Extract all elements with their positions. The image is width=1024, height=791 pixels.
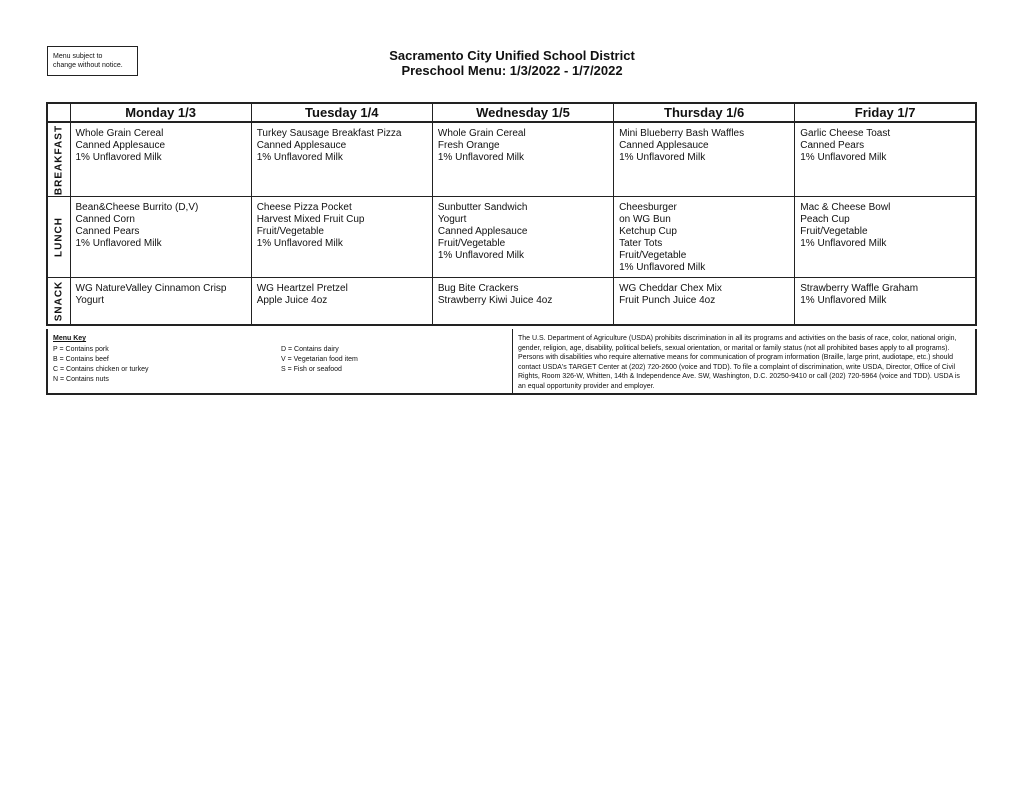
menu-item: Canned Applesauce: [437, 226, 528, 237]
menu-item: WG Heartzel Pretzel: [256, 283, 348, 294]
menu-item: Fruit/Vegetable: [800, 226, 868, 237]
menu-item: 1% Unflavored Milk: [800, 152, 887, 163]
menu-cell: [432, 197, 613, 278]
menu-item: Peach Cup: [800, 214, 850, 225]
menu-item: Strawberry Waffle Graham: [800, 283, 919, 294]
menu-item: 1% Unflavored Milk: [75, 152, 162, 163]
menu-items: [433, 197, 613, 262]
meal-label: LUNCH: [53, 217, 65, 257]
menu-key-entry: N = Contains nuts: [53, 376, 109, 383]
menu-item: on WG Bun: [619, 214, 671, 225]
menu-item: Apple Juice 4oz: [256, 295, 328, 306]
usda-nondiscrimination-statement: The U.S. Department of Agriculture (USDA) prohibits discrimination in all its programs and activities on the basis of race, color, national origin, gender, religion, age, disability, political beliefs, sexual orientation, or marital or family status (not all prohibited bases apply to all programs). Persons with disabilities who require alternative means for communication of program information (Braille, large print, audiotape, etc.) should contact USDA's TARGET Center at (202) 720-2600 (voice and TDD). To file a complaint of discrimination, write USDA, Director, Office of Civil Rights, Room 326-W, Whitten, 14th & Independence Ave. SW, Washington, D.C. 20250-9410 or call (202) 720-5964 (voice and TDD). USDA is an equal opportunity provider and employer.: [518, 335, 960, 390]
menu-key-entry: V = Vegetarian food item: [281, 356, 358, 363]
menu-cell: [614, 278, 795, 326]
breakfast-row: [47, 122, 976, 197]
menu-cell: [795, 122, 976, 197]
menu-cell: [795, 197, 976, 278]
footer: [46, 329, 977, 395]
menu-cell: [432, 278, 613, 326]
menu-key-entry: C = Contains chicken or turkey: [53, 366, 149, 373]
menu-item: Bean&Cheese Burrito (D,V): [75, 202, 199, 213]
menu-cell: [70, 197, 251, 278]
menu-item: Whole Grain Cereal: [437, 128, 526, 139]
menu-item: Mini Blueberry Bash Waffles: [619, 128, 745, 139]
menu-item: WG Cheddar Chex Mix: [619, 283, 722, 294]
menu-item: Garlic Cheese Toast: [800, 128, 891, 139]
lunch-row: [47, 197, 976, 278]
menu-items: [614, 197, 794, 274]
menu-cell: [251, 278, 432, 326]
menu-cell: [70, 122, 251, 197]
menu-item: Canned Pears: [75, 226, 140, 237]
menu-item: Canned Pears: [800, 140, 865, 151]
menu-cell: [432, 122, 613, 197]
menu-item: Sunbutter Sandwich: [437, 202, 528, 213]
menu-item: 1% Unflavored Milk: [800, 295, 887, 306]
menu-item: 1% Unflavored Milk: [256, 152, 343, 163]
meal-label: SNACK: [53, 280, 65, 322]
menu-item: Strawberry Kiwi Juice 4oz: [437, 295, 553, 306]
menu-items: [795, 123, 975, 164]
menu-item: Yogurt: [437, 214, 467, 225]
menu-key-title: Menu Key: [53, 335, 87, 342]
menu-item: Tater Tots: [619, 238, 663, 249]
menu-item: Cheesburger: [619, 202, 677, 213]
menu-key-left: [53, 345, 149, 385]
menu-item: Harvest Mixed Fruit Cup: [256, 214, 365, 225]
meal-label-cell: [47, 278, 70, 326]
menu-item: Fruit/Vegetable: [619, 250, 687, 261]
day-header: Monday 1/3: [70, 103, 251, 122]
menu-item: Yogurt: [75, 295, 105, 306]
menu-items: [71, 197, 251, 250]
menu-item: Canned Applesauce: [256, 140, 347, 151]
menu-item: 1% Unflavored Milk: [619, 152, 706, 163]
menu-item: 1% Unflavored Milk: [800, 238, 887, 249]
notice-line: Menu subject to: [53, 53, 103, 60]
menu-item: Canned Corn: [75, 214, 135, 225]
menu-items: [252, 123, 432, 164]
menu-item: WG NatureValley Cinnamon Crisp: [75, 283, 227, 294]
menu-items: [71, 123, 251, 164]
menu-key-entry: S = Fish or seafood: [281, 366, 342, 373]
menu-items: [71, 278, 251, 307]
menu-items: [252, 197, 432, 250]
notice-line: change without notice.: [53, 62, 123, 69]
menu-cell: [614, 122, 795, 197]
day-header-row: [47, 103, 976, 122]
menu-cell: [614, 197, 795, 278]
menu-item: Whole Grain Cereal: [75, 128, 164, 139]
menu-item: 1% Unflavored Milk: [75, 238, 162, 249]
menu-key-right: [281, 345, 358, 375]
menu-cell: [795, 278, 976, 326]
menu-items: [614, 278, 794, 307]
day-header: Tuesday 1/4: [251, 103, 432, 122]
menu-item: Canned Applesauce: [619, 140, 709, 151]
menu-item: Fruit/Vegetable: [437, 238, 506, 249]
menu-key: [48, 329, 513, 393]
menu-items: [433, 278, 613, 307]
menu-key-entry: D = Contains dairy: [281, 346, 339, 353]
menu-items: [614, 123, 794, 164]
menu-item: Ketchup Cup: [619, 226, 677, 237]
menu-items: [433, 123, 613, 164]
menu-cell: [70, 278, 251, 326]
day-header: Friday 1/7: [795, 103, 976, 122]
corner-cell: [47, 103, 70, 122]
menu-items: [252, 278, 432, 307]
menu-item: Turkey Sausage Breakfast Pizza: [256, 128, 402, 139]
weekly-menu-table: [46, 102, 977, 326]
menu-cell: [251, 197, 432, 278]
menu-item: Canned Applesauce: [75, 140, 166, 151]
menu-key-entry: B = Contains beef: [53, 356, 109, 363]
menu-item: Mac & Cheese Bowl: [800, 202, 891, 213]
meal-label: BREAKFAST: [53, 124, 65, 195]
day-header: Thursday 1/6: [614, 103, 795, 122]
district-title: Sacramento City Unified School District: [389, 48, 635, 63]
menu-item: Fruit/Vegetable: [256, 226, 324, 237]
menu-item: 1% Unflavored Milk: [437, 152, 525, 163]
menu-items: [795, 278, 975, 307]
menu-items: [795, 197, 975, 250]
menu-key-entry: P = Contains pork: [53, 346, 109, 353]
menu-item: 1% Unflavored Milk: [256, 238, 343, 249]
menu-title: Preschool Menu: 1/3/2022 - 1/7/2022: [401, 63, 623, 78]
menu-cell: [251, 122, 432, 197]
menu-item: 1% Unflavored Milk: [619, 262, 706, 273]
day-header: Wednesday 1/5: [432, 103, 613, 122]
menu-item: Fruit Punch Juice 4oz: [619, 295, 716, 306]
meal-label-cell: [47, 122, 70, 197]
menu-item: 1% Unflavored Milk: [437, 250, 525, 261]
menu-item: Bug Bite Crackers: [437, 283, 519, 294]
menu-item: Cheese Pizza Pocket: [256, 202, 352, 213]
menu-item: Fresh Orange: [437, 140, 500, 151]
meal-label-cell: [47, 197, 70, 278]
snack-row: [47, 278, 976, 326]
page-title: [0, 48, 1024, 78]
